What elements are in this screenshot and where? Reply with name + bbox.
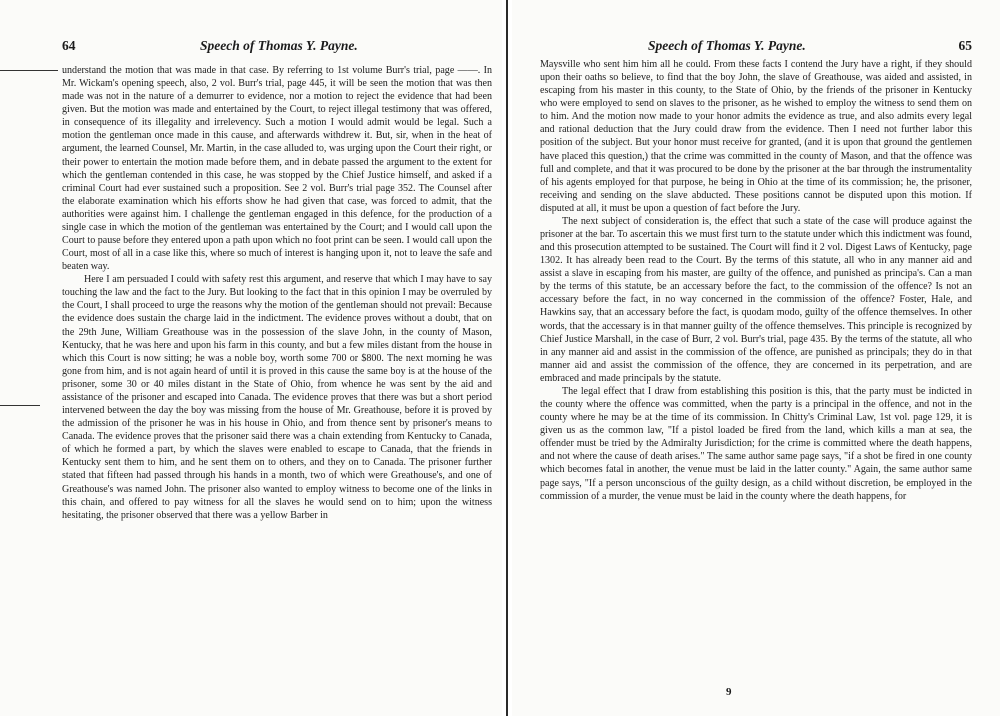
right-page — [512, 0, 1000, 716]
right-paragraph: The legal effect that I draw from establishing this position is this, that the party must be indicted in the county where the offence was committed, when the party is a principal in the offence, and not in the county where he may be at the time of its commission. In Chitty's Criminal Law, 1st vol. page 129, it is given us as the common law, "If a pistol loaded be fired from the land, which kills a man at sea, the offender must be tried by the Admiralty Jurisdiction; for the crime is committed where the death happens, and not where the cause of death arises." The same author same page says, "if a shot be fired in one county which becomes fatal in another, the venue must be laid in the latter county." Again, the same author same page says, "If a person unconscious of the guilty design, as a child without discretion, be employed in the commission of a murder, the venue must be laid in the county where the death happens, for — [540, 385, 972, 502]
left-page-number: 64 — [62, 38, 76, 53]
left-paragraph: Here I am persuaded I could with safety rest this argument, and reserve that which I may have to say touching the law and the fact to the Jury. But looking to the fact that in this opinion I may be overruled by the Court, I shall proceed to urge the reasons why the motion of the gentleman should not prevail: Because the evidence does sustain the charge laid in the indictment. The evidence proves without a doubt, that on the 29th June, William Greathouse was in the possession of the slave John, in the county of Mason, Kentucky, that he was here and upon his farm in this county, and but a few miles distant from the house in which this Court is now sitting; he was a noble boy, worth some 700 or $800. The next morning he was gone from him, and is not again heard of until it is proved in this cause the same boy is at the house of the prisoner, some 30 or 40 miles distant in the State of Ohio, from whence he was sent by the aid and assistance of the prisoner and escaped into Canada. The evidence proves that there was but a short period intervened between the day the boy was missing from the house of Mr. Greathouse, before it is proved by the admission of the prisoner he was in his house in Ohio, and from thence sent by prisoner's means to Canada. The evidence proves that the prisoner said there was a chain extending from Kentucky to Canada, of which he formed a part, by which the slaves were enabled to escape to Canada, that the friends in Kentucky sent them to him, and he sent them on to others, and they on to Canada. The prisoner further stated that fifteen had passed through his hands in a month, two of which were Greathouse's, and one of Greathouse's was named John. The prisoner also wanted to employ witness to become one of the links in this chain, and offered to pay witness for all the slaves he would send on to him; upon the witness hesitating, the prisoner observed that there was a yellow Barber in — [62, 274, 492, 521]
left-running-head-title: Speech of Thomas Y. Payne. — [200, 38, 358, 53]
margin-rule — [0, 70, 58, 71]
gutter-shadow-line — [506, 0, 508, 716]
right-page-text — [540, 58, 972, 503]
left-page-text — [62, 64, 492, 522]
right-paragraph: The next subject of consideration is, the effect that such a state of the case will produce against the prisoner at the bar. To ascertain this we must first turn to the statute under which this indictment was found, and this prosecution attempted to be sustained. The Court will find it 2 vol. Digest Laws of Kentucky, page 1302. It has already been read to the Court. By the terms of this statute, all who in any manner aid and assist a slave in escaping from his master, are guilty of the offence, and punished as principa's. Can a man by the terms of this statute, be an accessary before the fact, to the commission of the offence? Is not an accessary before the fact, in no way concerned in the commission of the offence? Foster, Hale, and Hawkins say, that an accessary before the fact, is quodam modo, guilty of the offence themselves. In other words, that the accessary is in that manner guilty of the offence themselves. This principle is recognized by Chief Justice Marshall, in the case of Burr, 2 vol. Burr's trial, page 435. By the terms of the statute, all who in any manner aid and assist in the commission of the offence, are punished as principals; they do in that manner aid and assist the commission of the offence, they are concerned in its perpetration, and are embraced and made principals by the statute. — [540, 215, 972, 384]
right-running-header — [552, 38, 972, 58]
left-running-header — [62, 38, 492, 58]
right-paragraph: Maysville who sent him him all he could. From these facts I contend the Jury have a right, if they should upon their oaths so believe, to find that the boy John, the slave of Greathouse, was aided and assisted, in escaping from his master in this county, to the State of Ohio, by the friends of the prisoner in Kentucky who were employed to send on slaves to the prisoner, as he wished to employ the witness to send them on to him. And the motion now made to your honor admits the evidence as true, and also admits every legal and rational deduction that the Jury could draw from the evidence. Then I need not further labor this position of the subject. But your honor must receive for granted, (and it is upon that ground the gentlemen have placed this question,) that the crime was committed in the county of Mason, and that the offence was full and complete, and that it was procured to be done by the prisoner at the bar through the instrumentality of his agents employed for that purpose, he being in Ohio at the time of its commission; he, the prisoner, receiving and sending on the slave abducted. These positions cannot be disputed upon this motion. If disputed at all, it must be upon a question of fact before the Jury. — [540, 59, 972, 214]
margin-rule — [0, 405, 40, 406]
signature-mark: 9 — [726, 686, 732, 698]
right-page-number: 65 — [958, 38, 972, 53]
left-paragraph: understand the motion that was made in that case. By referring to 1st volume Burr's trial, page ——. In Mr. Wickam's opening speech, also, 2 vol. Burr's trial, page 445, it will be seen the motion that was then made was not in the nature of a demurrer to evidence, nor a motion to reject the evidence that had been given. But the motion was made and entertained by the Court, to reject illegal testimony that was offered, in consequence of its illegality and irrelevency. Such a motion I would admit would be legal. Such a motion the gentleman once made in this cause, and afterwards withdrew it. But, sir, when in the heat of argument, the learned Counsel, Mr. Martin, in the case alluded to, was urging upon the Court their right, or their power to entertain the motion made before them, and in debate passed the argument to the extent for which the gentleman contended in this case, he was stopped by the Chief Justice himself, and asked if a criminal Court had ever sustained such a proposition. See 2 vol. Burr's trial page 352. The Counsel after the elaborate examination which his efforts show he had given that case, was forced to admit, that the authorities were against him. I challenge the gentleman engaged in this defence, for the production of a single case in which the motion of the gentleman was entertained by the Court; and I would call upon the Court to pause before they entered upon a path upon which no foot print can be seen. I would call upon the Court, most of all in a case like this, where so much of interest is hanging upon it, not to leave the safe and beaten way. — [62, 65, 492, 273]
right-running-head-title: Speech of Thomas Y. Payne. — [648, 38, 806, 53]
